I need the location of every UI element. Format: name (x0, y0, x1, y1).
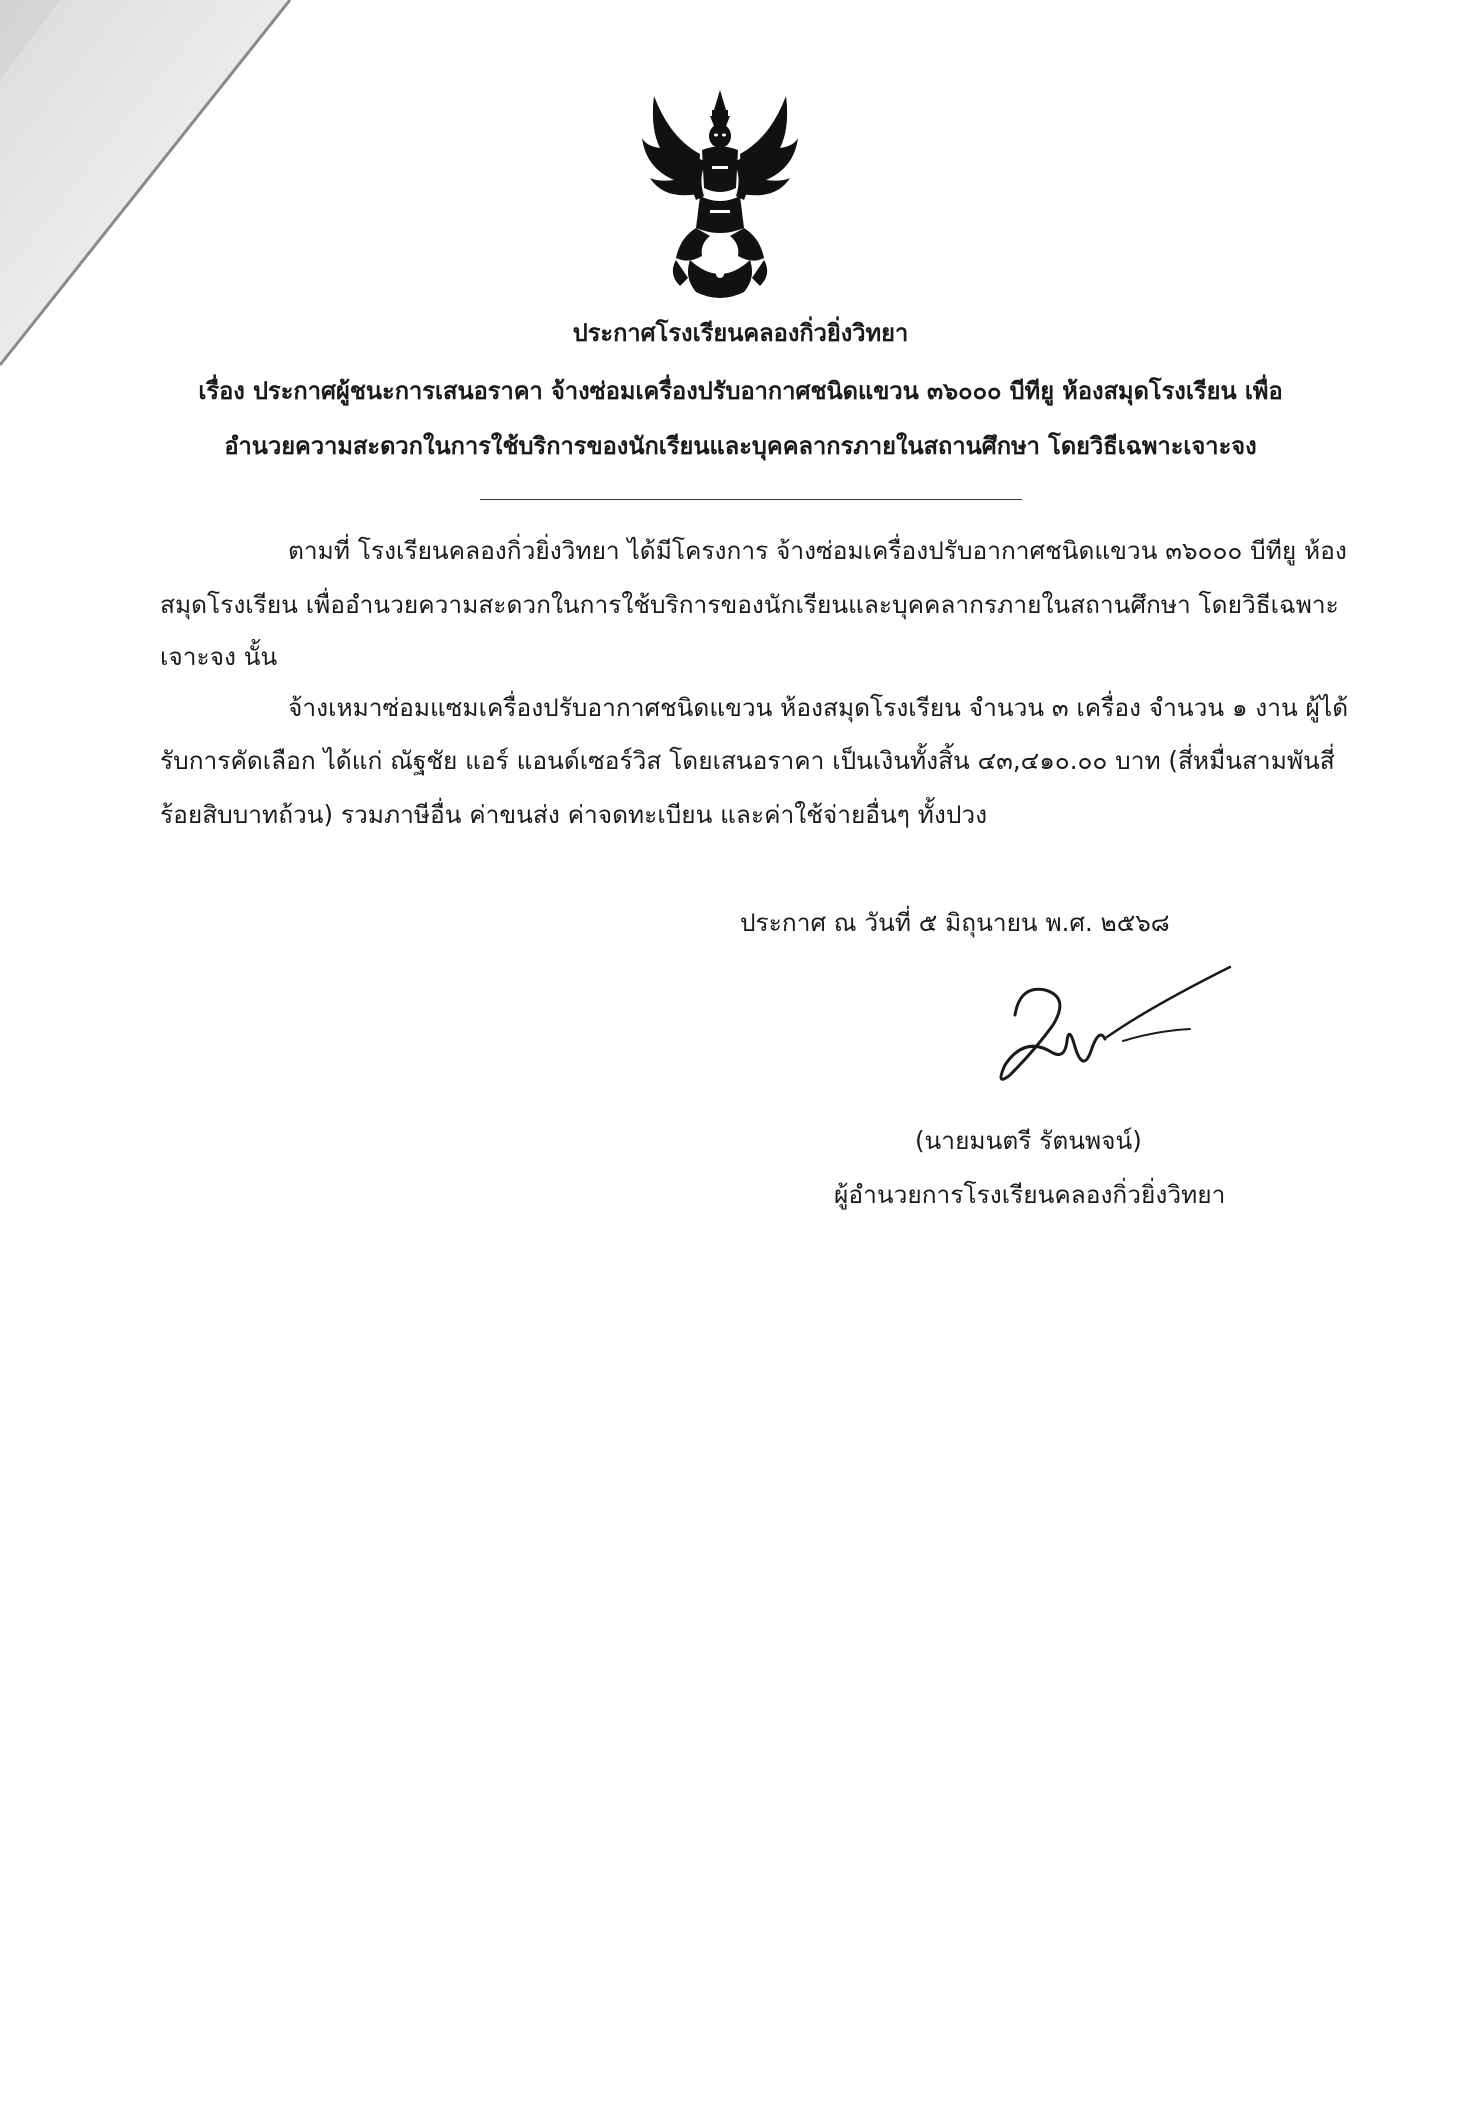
title-divider (480, 499, 1022, 500)
signatory-name: (นายมนตรี รัตนพจน์) (915, 1126, 1142, 1155)
garuda-emblem-icon (640, 88, 800, 303)
paragraph-2-line-1: จ้างเหมาซ่อมแซมเครื่องปรับอากาศชนิดแขวน ห้องสมุดโรงเรียน จำนวน ๓ เครื่อง จำนวน ๑ งาน ผู้ได้ (288, 693, 1349, 722)
paragraph-2-line-2: รับการคัดเลือก ได้แก่ ณัฐชัย แอร์ แอนด์เซอร์วิส โดยเสนอราคา เป็นเงินทั้งสิ้น ๔๓,๔๑๐.๐๐ บาท (สี่หมื่นสามพันสี่ (160, 746, 1335, 775)
paragraph-1-line-1: ตามที่ โรงเรียนคลองกิ่วยิ่งวิทยา ได้มีโครงการ จ้างซ่อมเครื่องปรับอากาศชนิดแขวน ๓๖๐๐๐ บีทียู ห้อง (288, 536, 1347, 565)
paragraph-1-line-3: เจาะจง นั้น (160, 642, 278, 671)
subject-line-1: เรื่อง ประกาศผู้ชนะการเสนอราคา จ้างซ่อมเครื่องปรับอากาศชนิดแขวน ๓๖๐๐๐ บีทียู ห้องสมุดโรงเรียน เพื่อ (198, 377, 1283, 405)
announcement-title: ประกาศโรงเรียนคลองกิ่วยิ่งวิทยา (572, 319, 909, 347)
signatory-position: ผู้อำนวยการโรงเรียนคลองกิ่วยิ่งวิทยา (834, 1180, 1226, 1209)
handwritten-signature (975, 955, 1245, 1110)
paragraph-1-line-2: สมุดโรงเรียน เพื่ออำนวยความสะดวกในการใช้บริการของนักเรียนและบุคคลากรภายในสถานศึกษา โดยวิธีเฉพาะ (160, 590, 1339, 619)
announcement-date: ประกาศ ณ วันที่ ๕ มิถุนายน พ.ศ. ๒๕๖๘ (740, 908, 1170, 937)
subject-line-2: อำนวยความสะดวกในการใช้บริการของนักเรียนและบุคคลากรภายในสถานศึกษา โดยวิธีเฉพาะเจาะจง (224, 432, 1257, 460)
paragraph-2-line-3: ร้อยสิบบาทถ้วน) รวมภาษีอื่น ค่าขนส่ง ค่าจดทะเบียน และค่าใช้จ่ายอื่นๆ ทั้งปวง (160, 800, 988, 829)
